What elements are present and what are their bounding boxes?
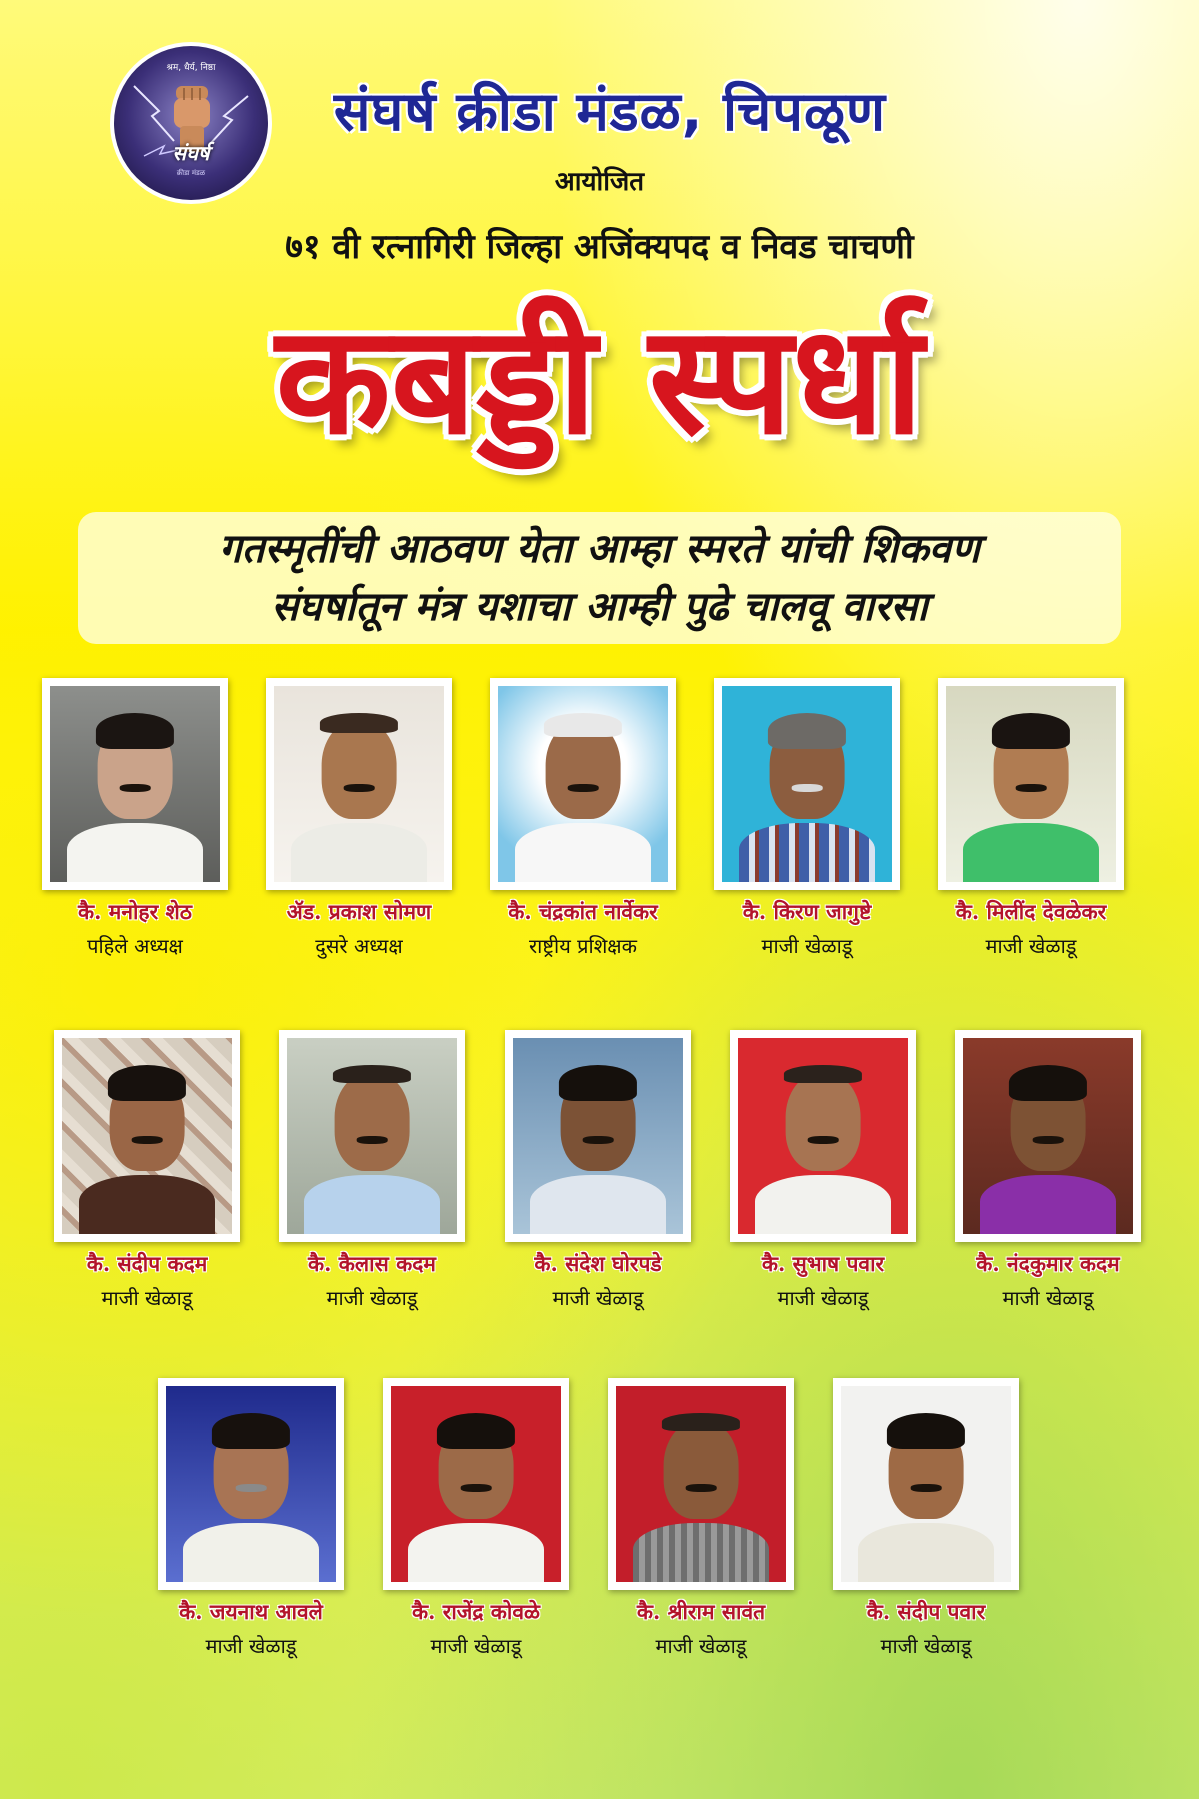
presents-label: आयोजित: [554, 167, 645, 197]
person-name: ॲड. प्रकाश सोमण: [286, 899, 432, 924]
event-description: ७१ वी रत्नागिरी जिल्हा अजिंक्यपद व निवड चाचणी: [285, 227, 914, 267]
person-name: कै. चंद्रकांत नार्वेकर: [508, 899, 658, 924]
person-photo-frame: [42, 678, 228, 890]
person-role: माजी खेळाडू: [326, 1286, 418, 1310]
organization-name: संघर्ष क्रीडा मंडळ, चिपळूण: [333, 80, 887, 143]
person-card: [490, 678, 676, 959]
slogan-box: [78, 512, 1121, 644]
person-name: कै. संदीप पवार: [866, 1599, 986, 1624]
person-name: कै. किरण जागुष्टे: [742, 899, 872, 924]
person-role: पहिले अध्यक्ष: [87, 934, 183, 958]
person-name: कै. नंदकुमार कदम: [976, 1251, 1120, 1276]
person-photo-frame: [266, 678, 452, 890]
person-photo-frame: [938, 678, 1124, 890]
person-name: कै. मनोहर शेठ: [78, 899, 192, 924]
person-name: कै. मिलींद देवळेकर: [955, 899, 1107, 924]
person-card: [955, 1030, 1141, 1311]
person-role: दुसरे अध्यक्ष: [315, 934, 403, 958]
person-card: [383, 1378, 569, 1659]
person-role: माजी खेळाडू: [430, 1634, 522, 1658]
person-role: राष्ट्रीय प्रशिक्षक: [528, 934, 638, 958]
person-photo: [391, 1386, 561, 1582]
person-photo-frame: [279, 1030, 465, 1242]
person-role: माजी खेळाडू: [205, 1634, 297, 1658]
person-card: [505, 1030, 691, 1311]
person-card: [158, 1378, 344, 1659]
logo-name: संघर्ष: [172, 141, 210, 165]
person-name: कै. राजेंद्र कोवळे: [411, 1599, 541, 1624]
person-name: कै. श्रीराम सावंत: [636, 1599, 766, 1624]
person-photo: [963, 1038, 1133, 1234]
person-card: [730, 1030, 916, 1311]
person-photo: [50, 686, 220, 882]
person-name: कै. जयनाथ आवले: [179, 1599, 323, 1624]
person-role: माजी खेळाडू: [552, 1286, 644, 1310]
person-card: [608, 1378, 794, 1659]
logo-motto: श्रम, धैर्य, निष्ठा: [166, 63, 216, 73]
person-photo: [946, 686, 1116, 882]
person-role: माजी खेळाडू: [985, 934, 1077, 958]
person-photo: [498, 686, 668, 882]
person-photo-frame: [608, 1378, 794, 1590]
logo-subtitle: क्रीडा मंडळ: [176, 169, 206, 177]
person-card: [42, 678, 228, 959]
person-role: माजी खेळाडू: [761, 934, 853, 958]
slogan-line-1: गतस्मृतींची आठवण येता आम्हा स्मरते यांची शिकवण: [219, 525, 980, 572]
person-role: माजी खेळाडू: [1002, 1286, 1094, 1310]
person-name: कै. संदीप कदम: [86, 1251, 208, 1276]
person-card: [714, 678, 900, 959]
person-card: [54, 1030, 240, 1311]
person-card: [279, 1030, 465, 1311]
person-name: कै. संदेश घोरपडे: [534, 1251, 662, 1276]
person-photo-frame: [833, 1378, 1019, 1590]
person-photo: [738, 1038, 908, 1234]
person-photo: [722, 686, 892, 882]
person-name: कै. सुभाष पवार: [761, 1251, 885, 1276]
person-card: [266, 678, 452, 959]
person-photo-frame: [714, 678, 900, 890]
person-photo: [166, 1386, 336, 1582]
person-photo-frame: [730, 1030, 916, 1242]
person-role: माजी खेळाडू: [880, 1634, 972, 1658]
person-photo-frame: [54, 1030, 240, 1242]
slogan-line-2: संघर्षातून मंत्र यशाचा आम्ही पुढे चालवू वारसा: [271, 583, 928, 630]
person-photo-frame: [383, 1378, 569, 1590]
person-photo-frame: [505, 1030, 691, 1242]
person-photo: [841, 1386, 1011, 1582]
person-photo-frame: [158, 1378, 344, 1590]
person-card: [833, 1378, 1019, 1659]
person-role: माजी खेळाडू: [777, 1286, 869, 1310]
person-photo: [62, 1038, 232, 1234]
person-role: माजी खेळाडू: [655, 1634, 747, 1658]
person-card: [938, 678, 1124, 959]
person-photo-frame: [490, 678, 676, 890]
person-name: कै. कैलास कदम: [308, 1251, 436, 1276]
person-photo: [513, 1038, 683, 1234]
person-photo: [274, 686, 444, 882]
person-photo: [287, 1038, 457, 1234]
person-photo: [616, 1386, 786, 1582]
main-title: कबड्डी स्पर्धा: [275, 292, 924, 468]
person-role: माजी खेळाडू: [101, 1286, 193, 1310]
person-photo-frame: [955, 1030, 1141, 1242]
